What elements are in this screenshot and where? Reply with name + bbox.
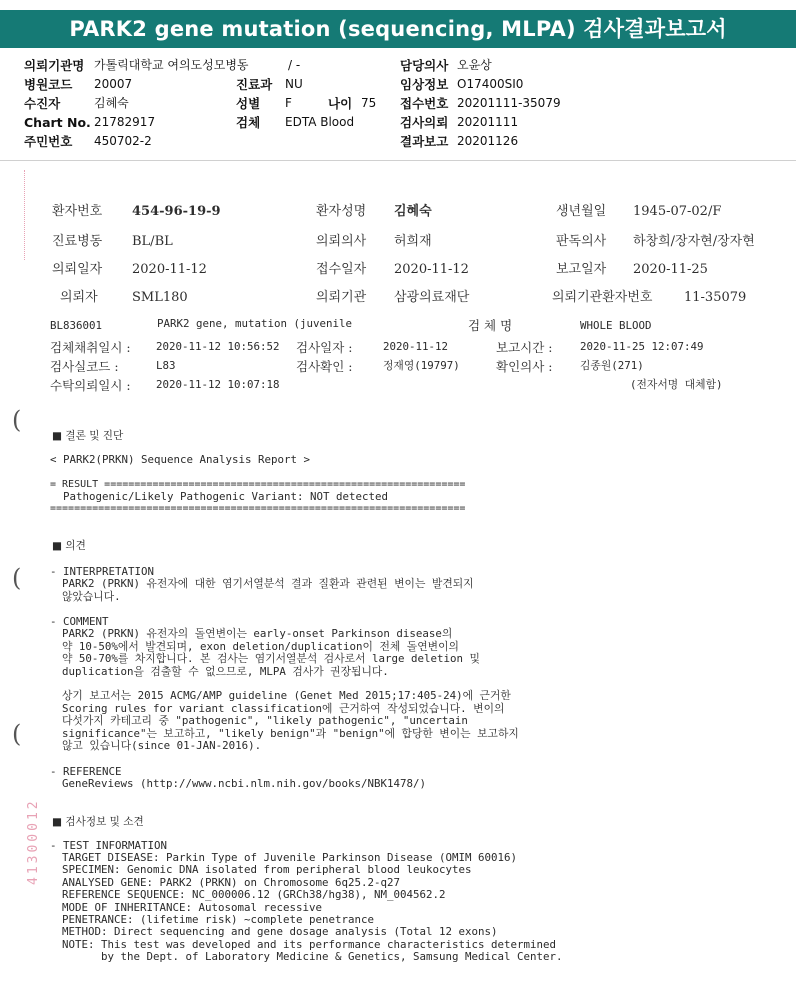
patient-field-value: 삼광의료재단 bbox=[394, 290, 470, 305]
header-divider bbox=[0, 160, 796, 161]
patient-field-label: 의뢰자 bbox=[60, 290, 98, 305]
specimen-field-label: 검사확인 : bbox=[296, 359, 353, 374]
specimen-field-label: 수탁의뢰일시 : bbox=[50, 378, 131, 393]
comment-line: duplication을 검출할 수 없으므로, MLPA 검사가 권장됩니다. bbox=[62, 664, 389, 678]
report-subtitle: < PARK2(PRKN) Sequence Analysis Report > bbox=[50, 453, 311, 466]
header-field-value: F bbox=[285, 96, 292, 110]
testinfo-line: SPECIMEN: Genomic DNA isolated from peripheral blood leukocytes bbox=[62, 863, 472, 877]
testinfo-line: TARGET DISEASE: Parkin Type of Juvenile Parkinson Disease (OMIM 60016) bbox=[62, 851, 518, 864]
header-field-label: 수진자 bbox=[24, 96, 61, 111]
patient-field-label: 의뢰일자 bbox=[52, 262, 103, 277]
testinfo-line: NOTE: This test was developed and its performance characteristics determined bbox=[62, 937, 557, 951]
specimen-field-value: 2020-11-12 10:07:18 bbox=[156, 378, 280, 391]
patient-field-value: 2020-11-12 bbox=[394, 262, 469, 277]
comment-label: - COMMENT bbox=[50, 615, 109, 628]
patient-field-value: BL/BL bbox=[132, 234, 173, 249]
header-field-value: 450702-2 bbox=[94, 134, 152, 148]
specimen-field-value: 2020-11-12 bbox=[383, 340, 449, 353]
patient-field-label: 환자성명 bbox=[316, 204, 367, 219]
patient-field-label: 의뢰기관 bbox=[316, 290, 367, 305]
interpretation-line: PARK2 (PRKN) 유전자에 대한 염기서열분석 결과 질환과 관련된 변이는 발견되지 bbox=[62, 577, 474, 590]
acmg-line: Scoring rules for variant classification에 근거하여 작성되었습니다. 변이의 bbox=[62, 701, 505, 715]
header-field-label: 검사의뢰 bbox=[400, 115, 449, 130]
patient-field-label: 진료병동 bbox=[52, 234, 103, 249]
header-field-value: 김혜숙 bbox=[94, 96, 129, 110]
patient-field-label: 의뢰기관환자번호 bbox=[552, 290, 653, 305]
patient-field-label: 의뢰의사 bbox=[316, 234, 367, 249]
e-signature-note: (전자서명 대체함) bbox=[630, 378, 723, 391]
header-field-label: 담당의사 bbox=[400, 58, 449, 73]
comment-line: 약 10-50%에서 발견되며, exon deletion/duplication이 전체 돌연변이의 bbox=[62, 639, 459, 653]
patient-field-label: 판독의사 bbox=[556, 234, 607, 249]
testinfo-line: by the Dept. of Laboratory Medicine & Genetics, Samsung Medical Center. bbox=[62, 950, 563, 964]
comment-line: PARK2 (PRKN) 유전자의 돌연변이는 early-onset Parkinson disease의 bbox=[62, 627, 453, 640]
testinfo-label: - TEST INFORMATION bbox=[50, 839, 168, 852]
specimen-field-value: 정재영(19797) bbox=[383, 359, 460, 372]
scan-bracket-mark: ( bbox=[12, 406, 22, 434]
patient-field-value: 2020-11-12 bbox=[132, 262, 207, 277]
specimen-field-label: 검사실코드 : bbox=[50, 359, 119, 374]
result-rule-top: = RESULT ============================================================ bbox=[50, 479, 466, 490]
header-field-label: Chart No. bbox=[24, 115, 91, 130]
header-field-value: 75 bbox=[361, 96, 377, 110]
header-field-value: O17400SI0 bbox=[457, 77, 524, 91]
header-field-value: NU bbox=[285, 77, 303, 91]
test-name: PARK2 gene, mutation (juvenile bbox=[157, 317, 353, 330]
specimen-field-value: 김종원(271) bbox=[580, 359, 644, 372]
header-field-value: 20201126 bbox=[457, 134, 519, 148]
patient-field-value: 허희재 bbox=[394, 234, 432, 249]
scan-bracket-mark: ( bbox=[12, 564, 22, 592]
patient-field-value: SML180 bbox=[132, 290, 188, 305]
patient-field-value: 454-96-19-9 bbox=[132, 204, 221, 219]
header-field-value: 20201111 bbox=[457, 115, 519, 129]
result-rule-bottom: ===================================================================== bbox=[50, 503, 466, 514]
specimen-value: WHOLE BLOOD bbox=[580, 319, 652, 332]
reference-link: GeneReviews (http://www.ncbi.nlm.nih.gov/books/NBK1478/) bbox=[62, 777, 427, 790]
barcode-number: 41300012 bbox=[26, 798, 41, 885]
header-field-label: 성별 bbox=[236, 96, 261, 111]
header-field-label: 병원코드 bbox=[24, 77, 73, 92]
patient-field-value: 11-35079 bbox=[684, 290, 747, 305]
test-code: BL836001 bbox=[50, 319, 103, 332]
header-field-value: EDTA Blood bbox=[285, 115, 355, 129]
header-field-label: 주민번호 bbox=[24, 134, 73, 149]
header-field-value: / - bbox=[288, 58, 301, 72]
patient-field-value: 2020-11-25 bbox=[633, 262, 708, 277]
specimen-field-value: 2020-11-12 10:56:52 bbox=[156, 340, 280, 353]
acmg-line: significance"는 보고하고, "likely benign"과 "benign"에 합당한 변이는 보고하지 bbox=[62, 726, 519, 740]
comment-line: 약 50-70%를 차지합니다. 본 검사는 염기서열분석 검사로서 large deletion 및 bbox=[62, 652, 480, 666]
conclusion-heading: ■ 결론 및 진단 bbox=[52, 430, 124, 442]
patient-field-value: 1945-07-02/F bbox=[633, 204, 722, 219]
testinfo-line: ANALYSED GENE: PARK2 (PRKN) on Chromosome 6q25.2-q27 bbox=[62, 875, 401, 889]
specimen-field-label: 보고시간 : bbox=[496, 340, 553, 355]
patient-field-label: 환자번호 bbox=[52, 204, 103, 219]
patient-field-label: 보고일자 bbox=[556, 262, 607, 277]
scanned-report bbox=[0, 168, 796, 987]
report-title: PARK2 gene mutation (sequencing, MLPA) 검사결과보고서 bbox=[0, 10, 796, 48]
scan-edge-dots bbox=[24, 170, 30, 260]
testinfo-line: MODE OF INHERITANCE: Autosomal recessive bbox=[62, 900, 323, 914]
header-field-value: 오윤상 bbox=[457, 58, 492, 72]
reference-label: - REFERENCE bbox=[50, 765, 122, 778]
acmg-line: 다섯가지 카테고리 중 "pathogenic", "likely pathogenic", "uncertain bbox=[62, 714, 468, 728]
patient-field-label: 생년월일 bbox=[556, 204, 607, 219]
header-field-value: 20007 bbox=[94, 77, 133, 91]
specimen-field-label: 검체채취일시 : bbox=[50, 340, 131, 355]
testinfo-line: REFERENCE SEQUENCE: NC_000006.12 (GRCh38/hg38), NM_004562.2 bbox=[62, 888, 446, 902]
header-field-label: 의뢰기관명 bbox=[24, 58, 85, 73]
header-field-label: 결과보고 bbox=[400, 134, 449, 149]
testinfo-heading: ■ 검사정보 및 소견 bbox=[52, 816, 144, 828]
interpretation-line: 않았습니다. bbox=[62, 589, 121, 603]
specimen-label: 검 체 명 bbox=[468, 318, 513, 333]
header-field-label: 접수번호 bbox=[400, 96, 449, 111]
specimen-field-label: 검사일자 : bbox=[296, 340, 353, 355]
specimen-field-value: L83 bbox=[156, 359, 176, 372]
scan-bracket-mark: ( bbox=[12, 720, 22, 748]
header-field-value: 20201111-35079 bbox=[457, 96, 561, 110]
patient-field-value: 김혜숙 bbox=[394, 204, 432, 219]
testinfo-line: METHOD: Direct sequencing and gene dosage analysis (Total 12 exons) bbox=[62, 925, 498, 939]
testinfo-line: PENETRANCE: (lifetime risk) ~complete penetrance bbox=[62, 913, 375, 926]
header-field-label: 임상정보 bbox=[400, 77, 449, 92]
interpretation-label: - INTERPRETATION bbox=[50, 565, 155, 578]
patient-field-label: 접수일자 bbox=[316, 262, 367, 277]
header-field-label: 검체 bbox=[236, 115, 261, 130]
header-field-label: 진료과 bbox=[236, 77, 273, 92]
opinion-heading: ■ 의견 bbox=[52, 540, 86, 552]
header-field-value: 21782917 bbox=[94, 115, 156, 129]
patient-field-value: 하창희/장자현/장자현 bbox=[633, 234, 755, 249]
specimen-field-value: 2020-11-25 12:07:49 bbox=[580, 340, 704, 353]
header-field-label: 나이 bbox=[328, 96, 353, 111]
result-value: Pathogenic/Likely Pathogenic Variant: NOT detected bbox=[50, 490, 389, 503]
acmg-line: 상기 보고서는 2015 ACMG/AMP guideline (Genet Med 2015;17:405-24)에 근거한 bbox=[62, 689, 511, 702]
acmg-line: 않고 있습니다(since 01-JAN-2016). bbox=[62, 739, 262, 753]
specimen-field-label: 확인의사 : bbox=[496, 359, 553, 374]
header-field-value: 가톨릭대학교 여의도성모병동 bbox=[94, 58, 249, 72]
